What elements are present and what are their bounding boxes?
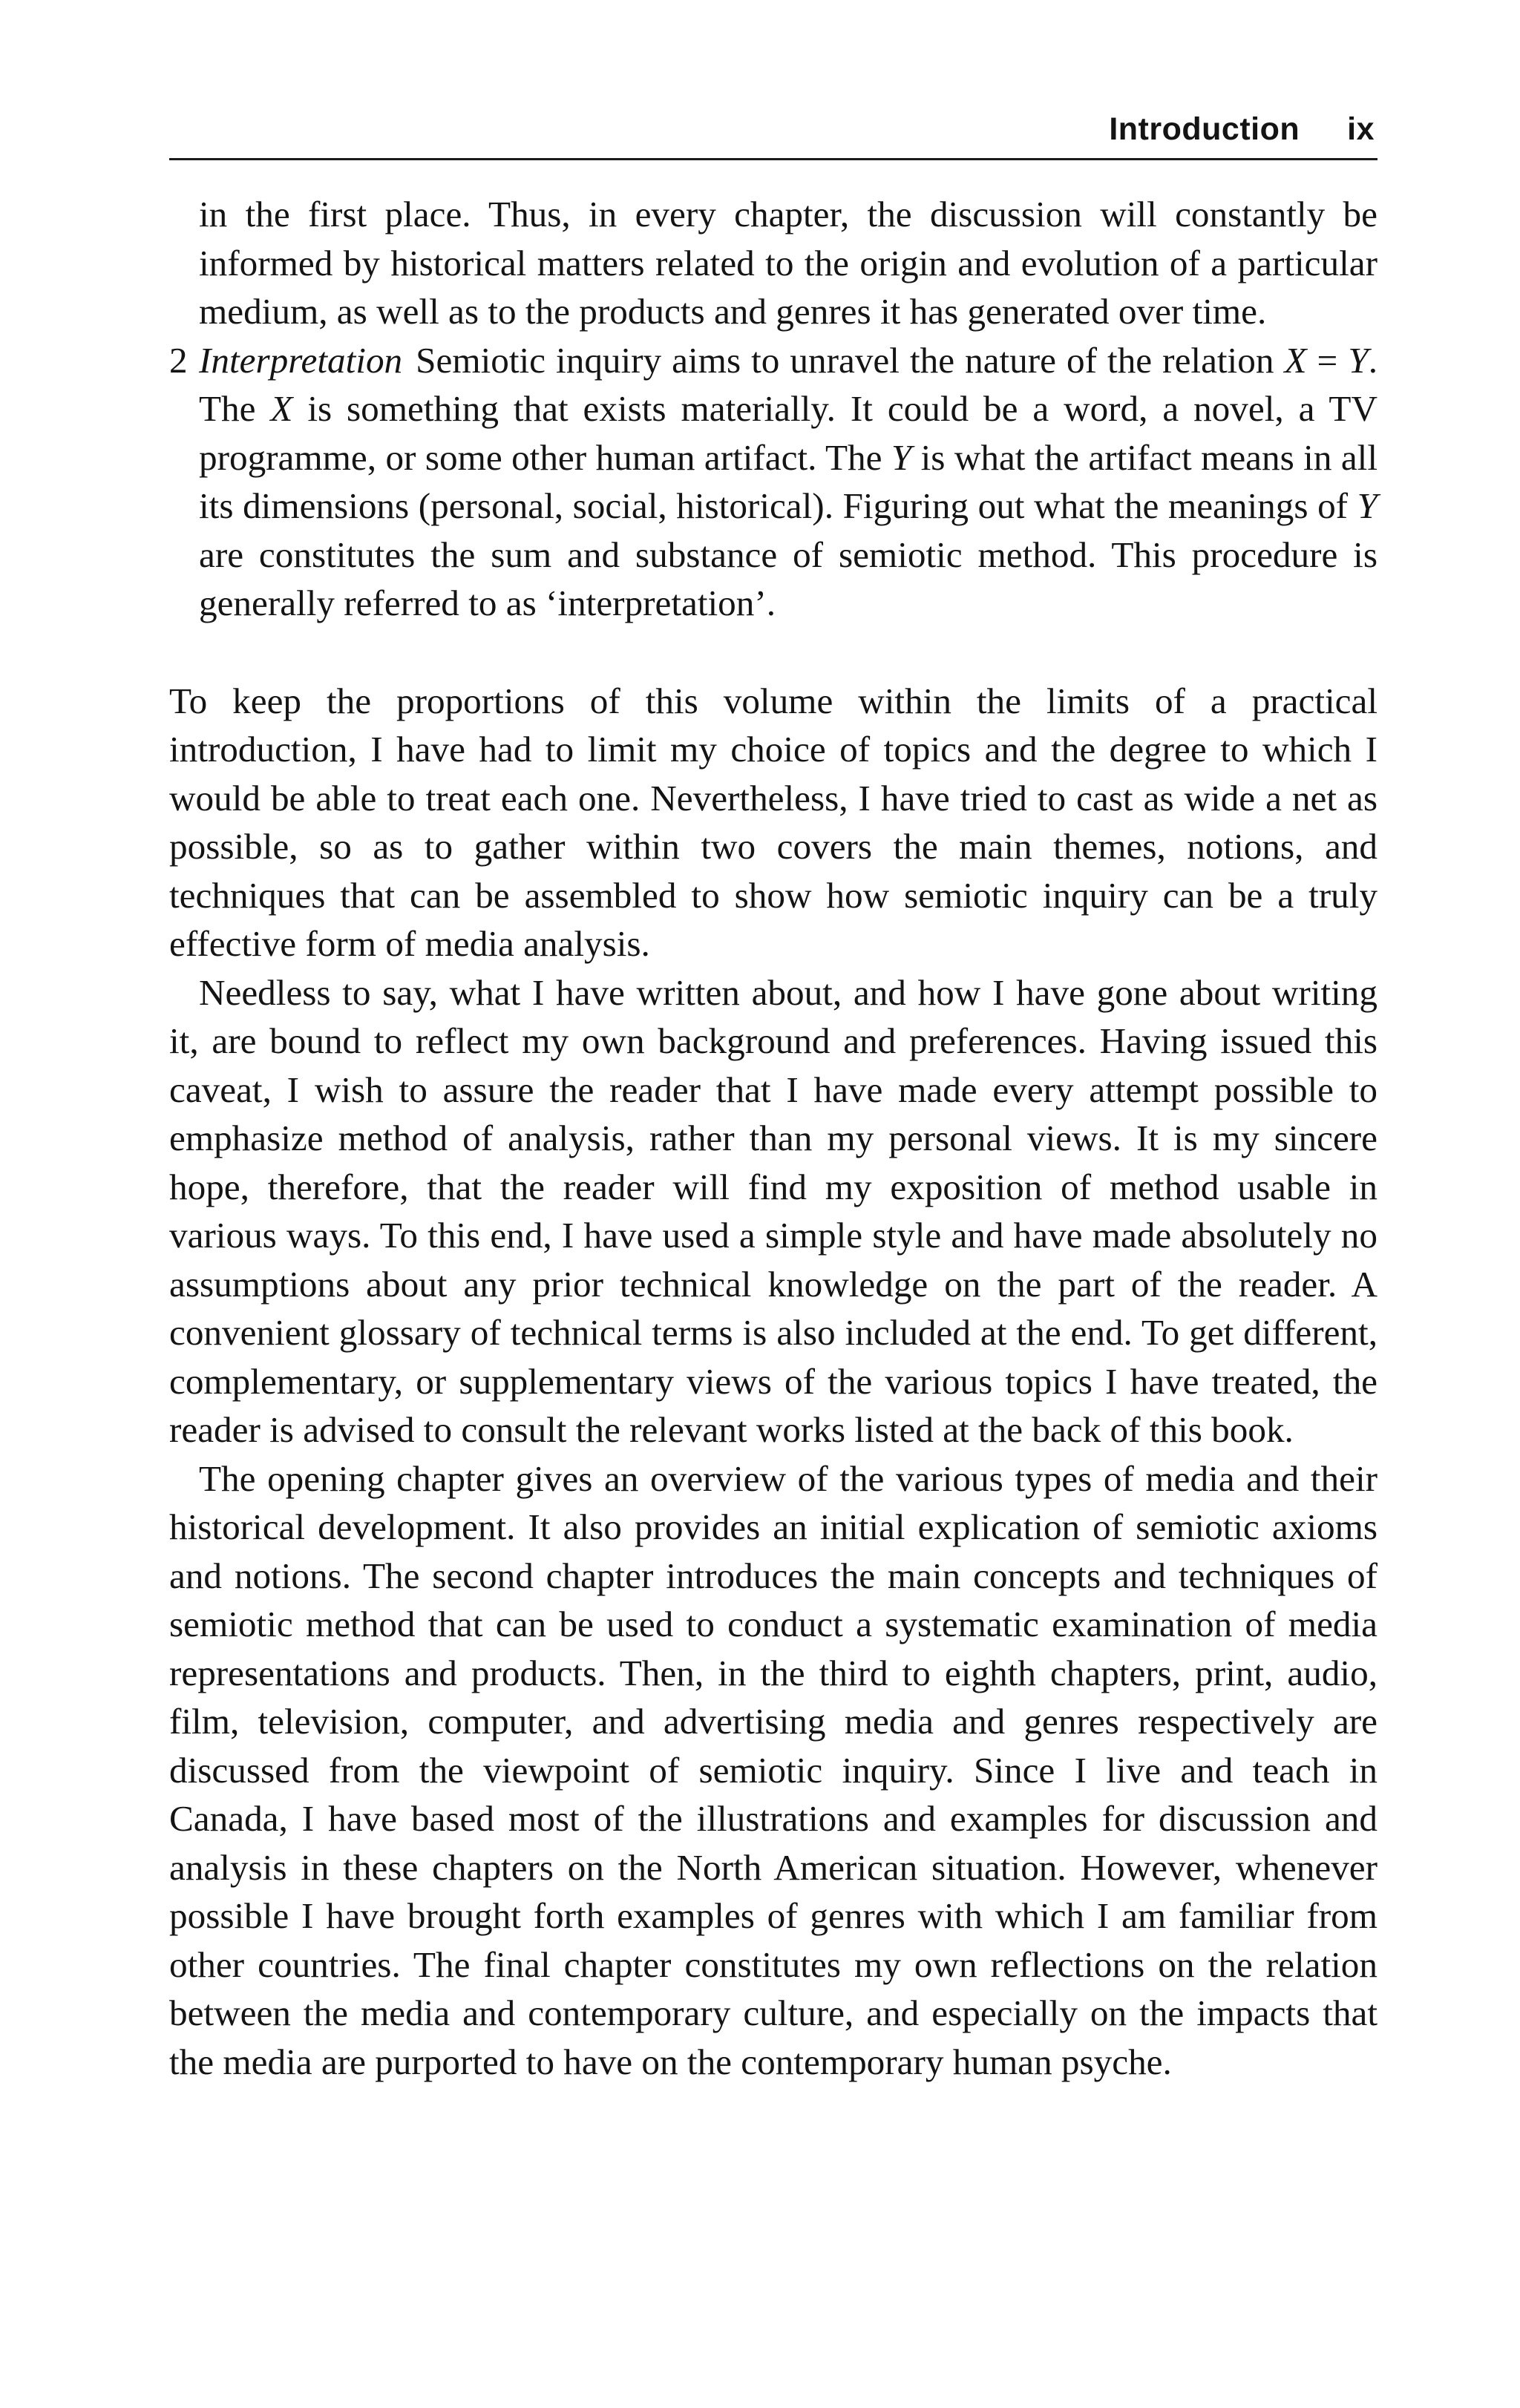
math-variable: Y <box>891 436 912 478</box>
numbered-list <box>169 336 1378 628</box>
math-variable: X <box>270 388 293 429</box>
list-item-intro: Semiotic inquiry aims to unravel the nature of the relation <box>416 339 1285 381</box>
math-variable: Y <box>1348 339 1369 381</box>
list-continuation-block <box>169 190 1378 336</box>
section-title: Introduction <box>1109 111 1300 147</box>
list-item-text: X = Y. The X is something that exists materially. It could be a word, a novel, a TV programme, or some other human artifact. The Y is what the artifact means in all its dimensions (personal, social, historical). Figuring out what the meanings of Y are constitutes the sum and substance of semiotic method. This procedure is generally referred to as ‘interpretation’. <box>199 339 1378 623</box>
paragraph-2: Needless to say, what I have written about, and how I have gone about writing it, are bound to reflect my own background and preferences. Having issued this caveat, I wish to assure the reader that I have made every attempt possible to emphasize method of analysis, rather than my personal views. It is my sincere hope, therefore, that the reader will find my exposition of method usable in various ways. To this end, I have used a simple style and have made absolutely no assumptions about any prior technical knowledge on the part of the reader. A convenient glossary of technical terms is also included at the end. To get different, complementary, or supplementary views of the various topics I have treated, the reader is advised to consult the relevant works listed at the back of this book. <box>169 971 1378 1450</box>
page-number: ix <box>1347 111 1375 147</box>
paragraph-1: To keep the proportions of this volume within the limits of a practical introduction, I have had to limit my choice of topics and the degree to which I would be able to treat each one. Nevertheless, I have tried to cast as wide a net as possible, so as to gather within two covers the main themes, notions, and techniques that can be assembled to show how semiotic inquiry can be a truly effective form of media analysis. <box>169 680 1378 964</box>
list-item-number: 2 <box>169 339 188 381</box>
list-item <box>169 336 1378 628</box>
running-head <box>169 111 1378 160</box>
list-item-body <box>199 336 1378 628</box>
book-page <box>169 111 1378 2086</box>
math-variable: Y <box>1357 485 1378 526</box>
paragraph-3: The opening chapter gives an overview of the various types of media and their historical development. It also provides an initial explication of semiotic axioms and notions. The second chapter introduces the main concepts and techniques of semiotic method that can be used to conduct a systematic examination of media representations and products. Then, in the third to eighth chapters, print, audio, film, television, computer, and advertising media and genres respectively are discussed from the viewpoint of semiotic inquiry. Since I live and teach in Canada, I have based most of the illustrations and examples for discussion and analysis in these chapters on the North American situation. However, whenever possible I have brought forth examples of genres with which I am familiar from other countries. The final chapter constitutes my own reflections on the relation between the media and contemporary culture, and especially on the impacts that the media are purported to have on the contemporary human psyche. <box>169 1457 1378 2082</box>
body-text <box>169 190 1378 2086</box>
math-variable: X <box>1284 339 1307 381</box>
list-item-lead-term: Interpretation <box>199 339 403 381</box>
list-item-continuation: in the first place. Thus, in every chapter, the discussion will constantly be informed by historical matters related to the origin and evolution of a particular medium, as well as to the products and genres it has generated over time. <box>199 194 1378 332</box>
